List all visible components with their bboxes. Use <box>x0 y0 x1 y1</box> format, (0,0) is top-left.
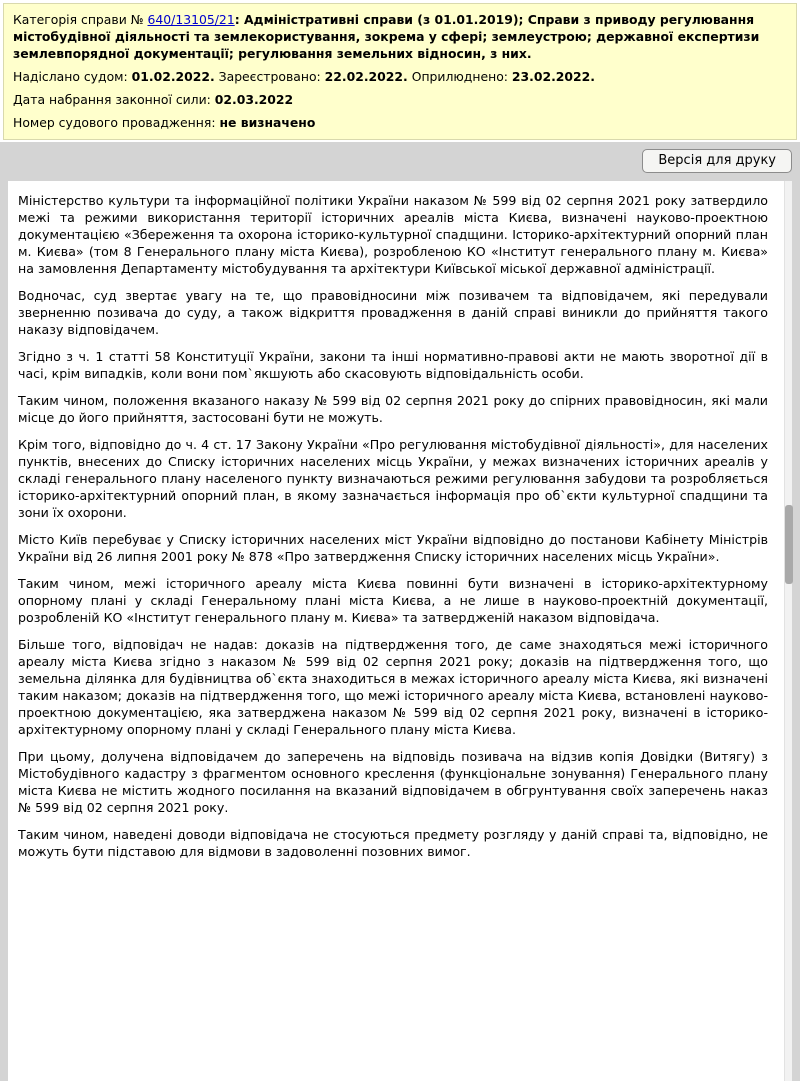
document-paragraph: Більше того, відповідач не надав: доказів на підтвердження того, де саме знаходяться межі історичного ареалу міста Києва згідно з наказом № 599 від 02 серпня 2021 року; доказів на підтвердження того, що земельна ділянка для будівництва об`єкта знаходиться в межах історичного ареалу міста Києва, які визначені таким наказом; доказів на підтвердження того, що межі історичного ареалу міста Києва, встановлені науково-проектною документацією, яка затверджена наказом № 599 від 02 серпня 2021 року, визначені в історико-архітектурному опорному плані у складі Генерального плану міста Києва. <box>18 637 768 737</box>
case-meta-section <box>0 0 800 142</box>
document-panel <box>8 181 792 1081</box>
document-paragraph: Міністерство культури та інформаційної політики України наказом № 599 від 02 серпня 2021 року затвердило межі та режими використання території історичних ареалів міста Києва, визначені науково-проектною документацією «Збереження та охорона історико-культурної спадщини. Історико-архітектурний опорний план м. Києва» (том 8 Генерального плану міста Києва), розробленою КО «Інститут генерального плану м. Києва» на замовлення Департаменту містобудування та архітектури Київської міської державної адміністрації. <box>18 193 768 276</box>
published-date: 23.02.2022. <box>511 69 595 84</box>
scrollbar-thumb[interactable] <box>785 505 793 584</box>
legal-force-line <box>13 91 787 108</box>
sent-label: Надіслано судом: <box>13 69 132 84</box>
legal-force-date: 02.03.2022 <box>214 92 294 107</box>
document-paragraph: Згідно з ч. 1 статті 58 Конституції України, закони та інші нормативно-правові акти не мають зворотної дії в часі, крім випадків, коли вони пом`якшують або скасовують відповідальність особи. <box>18 349 768 381</box>
proceeding-value: не визначено <box>219 115 316 130</box>
document-paragraph: Місто Київ перебуває у Списку історичних населених міст України відповідно до постанови Кабінету Міністрів України від 26 липня 2001 року № 878 «Про затвердження Списку історичних населених місць України». <box>18 532 768 564</box>
print-version-button[interactable]: Версія для друку <box>642 149 792 173</box>
category-value: : Адміністративні справи (з 01.01.2019); Справи з приводу регулювання містобудівної діяльності та землекористування, зокрема у сфері; землеустрою; державної експертизи землевпорядної документації; регулювання земельних відносин, з них. <box>13 12 760 61</box>
case-meta-panel <box>3 3 797 140</box>
case-category-line <box>13 11 787 62</box>
case-number-link[interactable]: 640/13105/21 <box>147 12 235 27</box>
registered-date: 22.02.2022. <box>324 69 408 84</box>
toolbar <box>8 142 792 181</box>
document-text <box>18 192 768 860</box>
case-dates-line <box>13 68 787 85</box>
proceeding-number-line <box>13 114 787 131</box>
registered-label: Зареєстровано: <box>214 69 325 84</box>
document-paragraph: Водночас, суд звертає увагу на те, що правовідносини між позивачем та відповідачем, які передували зверненню позивача до суду, а також відкриття провадження в даній справі виникли до прийняття такого наказу відповідачем. <box>18 288 768 337</box>
document-paragraph: Крім того, відповідно до ч. 4 ст. 17 Закону України «Про регулювання містобудівної діяльності», для населених пунктів, внесених до Списку історичних населених місць України, у межах визначених історичних ареалів у складі генерального плану населеного пункту визначаються режими регулювання забудови та розробляється історико-архітектурний опорний план, в якому зазначається інформація про об`єкти культурної спадщини та зони їх охорони. <box>18 437 768 520</box>
document-paragraph: Таким чином, наведені доводи відповідача не стосуються предмету розгляду у даній справі та, відповідно, не можуть бути підставою для відмови в задоволенні позовних вимог. <box>18 827 768 859</box>
legal-force-label: Дата набрання законної сили: <box>13 92 215 107</box>
document-paragraph: Таким чином, межі історичного ареалу міста Києва повинні бути визначені в історико-архітектурному опорному плані у складі Генеральному плані міста Києва, а не лише в науково-проектній документації, розробленій КО «Інститут генерального плану м. Києва» та затвердженій наказом відповідача. <box>18 576 768 625</box>
published-label: Оприлюднено: <box>407 69 512 84</box>
category-label: Категорія справи № <box>13 12 148 27</box>
proceeding-label: Номер судового провадження: <box>13 115 220 130</box>
document-paragraph: Таким чином, положення вказаного наказу № 599 від 02 серпня 2021 року до спірних правовідносин, які мали місце до його прийняття, застосовані бути не можуть. <box>18 393 768 425</box>
scrollbar-track[interactable] <box>784 181 792 1081</box>
sent-date: 01.02.2022. <box>131 69 215 84</box>
document-paragraph: При цьому, долучена відповідачем до заперечень на відповідь позивача на відзив копія Довідки (Витягу) з Містобудівного кадастру з фрагментом основного креслення (функціональне зонування) Генерального плану міста Києва не містить жодного посилання на вказаний відповідачем в обгрунтування своїх заперечень наказ № 599 від 02 серпня 2021 року. <box>18 749 768 815</box>
content-area <box>0 142 800 1081</box>
